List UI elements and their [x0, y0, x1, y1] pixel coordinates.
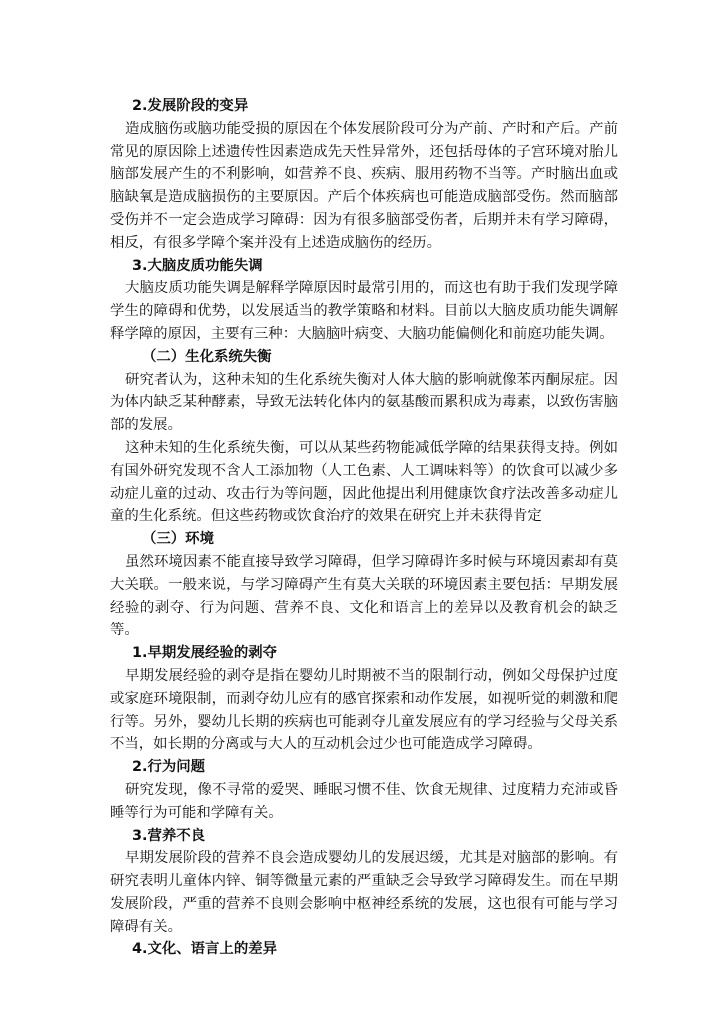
- section-heading: 2.行为问题: [132, 759, 206, 776]
- paragraph: 虽然环境因素不能直接导致学习障碍，但学习障碍许多时候与环境因素却有莫大关联。一般来说，与学习障碍产生有莫大关联的环境因素主要包括：早期发展经验的剥夺、行为问题、营养不良、文化和语言上的差异以及教育机会的缺乏等。: [110, 553, 618, 639]
- paragraph: 大脑皮质功能失调是解释学障原因时最常引用的，而这也有助于我们发现学障学生的障碍和优势，以发展适当的教学策略和材料。目前以大脑皮质功能失调解释学障的原因，主要有三种：大脑脑叶病变、大脑功能偏侧化和前庭功能失调。: [110, 280, 618, 342]
- section-heading: 1.早期发展经验的剥夺: [132, 645, 277, 662]
- section-heading: 3.大脑皮质功能失调: [132, 257, 263, 274]
- paragraph: 早期发展经验的剥夺是指在婴幼儿时期被不当的限制行动，例如父母保护过度或家庭环境限制，而剥夺幼儿应有的感官探索和动作发展，如视听觉的刺激和爬行等。另外，婴幼儿长期的疾病也可能剥夺儿童发展应有的学习经验与父母关系不当，如长期的分离或与大人的互动机会过少也可能造成学习障碍。: [110, 667, 618, 753]
- section-heading: 2.发展阶段的变异: [132, 98, 249, 114]
- section-heading: （三）环境: [142, 531, 214, 548]
- paragraph: 早期发展阶段的营养不良会造成婴幼儿的发展迟缓，尤其是对脑部的影响。有研究表明儿童体内锌、铜等微量元素的严重缺乏会导致学习障碍发生。而在早期发展阶段，严重的营养不良则会影响中枢神经系统的发展，这也很有可能与学习障碍有关。: [110, 850, 618, 935]
- document-page: [110, 95, 618, 961]
- paragraph: 这种未知的生化系统失衡，可以从某些药物能减低学障的结果获得支持。例如有国外研究发现不含人工添加物（人工色素、人工调味料等）的饮食可以减少多动症儿童的过动、攻击行为等问题，因此他提出利用健康饮食疗法改善多动症儿童的生化系统。但这些药物或饮食治疗的效果在研究上并未获得肯定: [110, 439, 618, 525]
- paragraph: 研究发现，像不寻常的爱哭、睡眠习惯不佳、饮食无规律、过度精力充沛或昏睡等行为可能和学障有关。: [110, 781, 618, 821]
- section-heading: 3.营养不良: [132, 827, 206, 844]
- paragraph: 造成脑伤或脑功能受损的原因在个体发展阶段可分为产前、产时和产后。产前常见的原因除上述遗传性因素造成先天性异常外，还包括母体的子宫环境对胎儿脑部发展产生的不利影响，如营养不良、疾病、服用药物不当等。产时脑出血或脑缺氧是造成脑损伤的主要原因。产后个体疾病也可能造成脑部受伤。然而脑部受伤并不一定会造成学习障碍：因为有很多脑部受伤者，后期并未有学习障碍，相反，有很多学障个案并没有上述造成脑伤的经历。: [110, 120, 618, 251]
- section-heading: 4.文化、语言上的差异: [132, 941, 277, 958]
- section-heading: （二）生化系统失衡: [142, 348, 272, 365]
- paragraph: 研究者认为，这种未知的生化系统失衡对人体大脑的影响就像苯丙酮尿症。因为体内缺乏某种酵素，导致无法转化体内的氨基酸而累积成为毒素，以致伤害脑部的发展。: [110, 371, 618, 434]
